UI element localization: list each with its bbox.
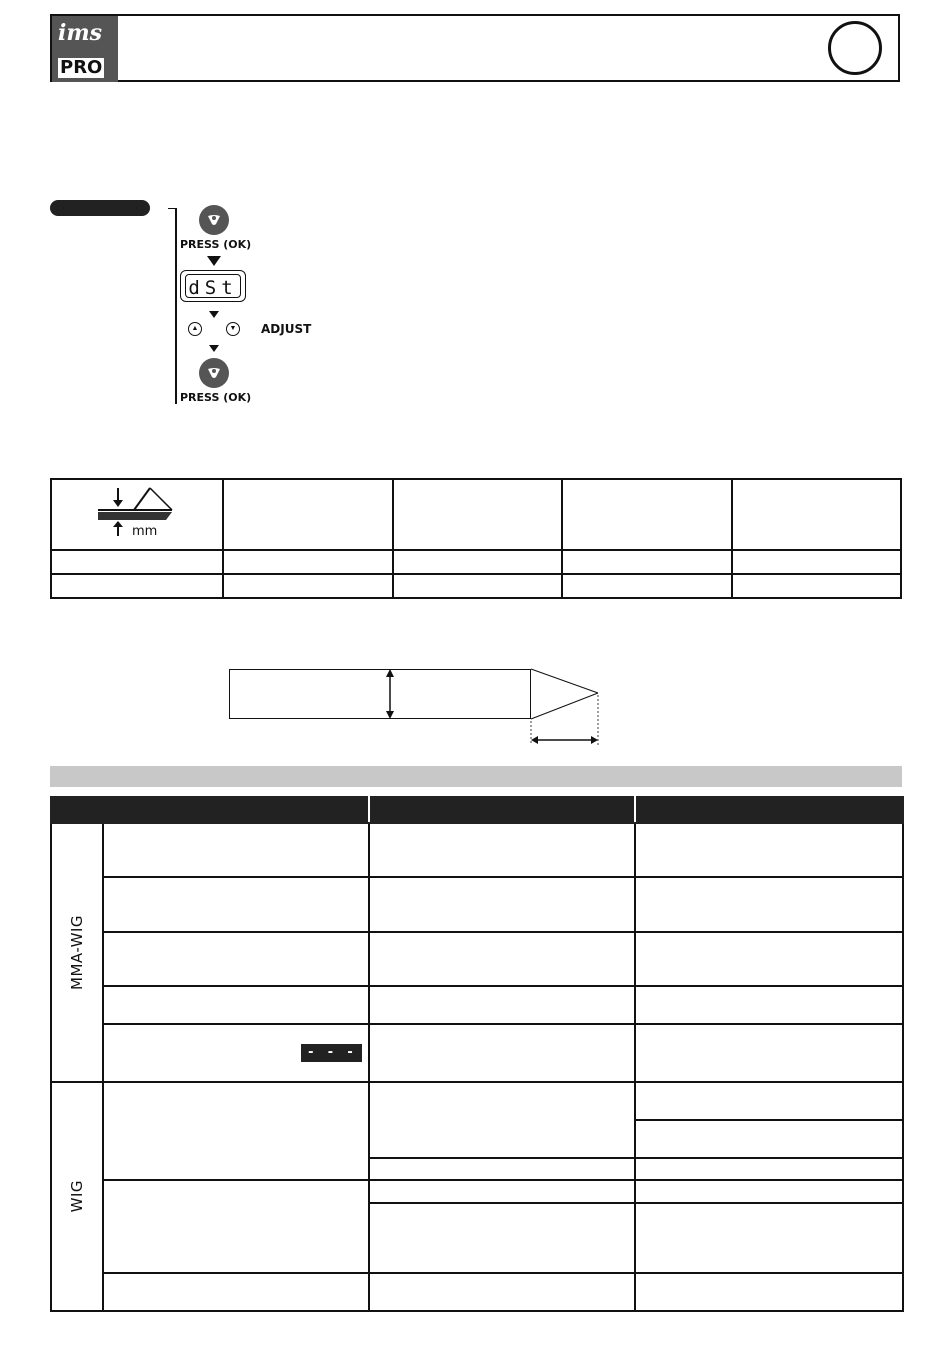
table-header-cell [369,797,635,823]
table-cell [369,932,635,986]
adjust-label: ADJUST [261,322,312,336]
lcd-display-text: dSt [188,277,238,299]
table-cell [369,1203,635,1273]
thickness-icon-cell [51,479,223,550]
troubleshooting-table [50,796,904,1312]
down-button-icon[interactable]: ▼ [226,322,240,336]
table-cell [635,986,903,1024]
procedure-bracket [175,208,177,404]
table-cell [369,986,635,1024]
thickness-header-cell [562,479,732,550]
thickness-cell [732,574,902,598]
thickness-cell [562,550,732,574]
page-header [50,14,900,82]
table-header-cell [635,797,903,823]
arrow-down-icon [209,311,219,318]
thickness-cell [732,550,902,574]
logo-ims-text: ims [58,20,103,46]
table-cell [103,823,369,877]
table-cell [635,1120,903,1158]
group-label-wig: WIG [68,1180,86,1213]
table-cell [369,1273,635,1311]
thickness-header-cell [223,479,393,550]
table-cell [635,932,903,986]
ok-symbol-icon [199,205,229,235]
table-cell [369,1082,635,1158]
table-cell [635,1158,903,1180]
lcd-display [180,270,246,302]
mm-unit-label: mm [132,524,158,539]
ims-pro-logo [52,16,118,82]
procedure-bracket-tick [168,208,176,209]
ok-button-icon[interactable] [199,358,229,388]
thickness-cell [393,574,563,598]
table-cell [369,877,635,931]
thickness-cell [223,550,393,574]
table-cell [103,877,369,931]
table-cell [635,1203,903,1273]
table-cell [635,877,903,931]
table-cell [369,1180,635,1202]
group-label-mma-wig: MMA-WIG [68,915,86,991]
thickness-cell [51,550,223,574]
table-cell [635,1024,903,1082]
thickness-cell [393,550,563,574]
thickness-table [50,478,902,599]
thickness-cell [51,574,223,598]
logo-pro-text: PRO [60,57,103,78]
ok-button-icon[interactable] [199,205,229,235]
table-cell [635,823,903,877]
thickness-cell [562,574,732,598]
table-cell [635,1082,903,1120]
up-button-icon[interactable]: ▲ [188,322,202,336]
table-header-cell [51,797,369,823]
group-label-cell [51,823,103,1082]
arrow-down-icon [207,256,221,266]
table-cell [635,1273,903,1311]
press-ok-label-1: PRESS (OK) [180,238,252,251]
table-cell [369,1024,635,1082]
table-cell [103,986,369,1024]
section-pill-label [50,200,150,216]
table-cell [635,1180,903,1202]
electrode-diagram [370,665,610,750]
table-cell [103,1082,369,1180]
thickness-cell [223,574,393,598]
table-cell [369,823,635,877]
arrow-down-icon [209,345,219,352]
table-cell [103,1273,369,1311]
table-cell [103,1180,369,1272]
thickness-header-cell [732,479,902,550]
language-circle-icon [828,21,882,75]
section-gray-bar [50,766,902,787]
display-dashes-badge: - - - [301,1044,362,1062]
group-label-cell [51,1082,103,1311]
ok-symbol-icon [199,358,229,388]
table-cell [369,1158,635,1180]
table-cell [103,932,369,986]
thickness-header-cell [393,479,563,550]
table-cell [103,1024,369,1082]
press-ok-label-2: PRESS (OK) [180,391,252,404]
